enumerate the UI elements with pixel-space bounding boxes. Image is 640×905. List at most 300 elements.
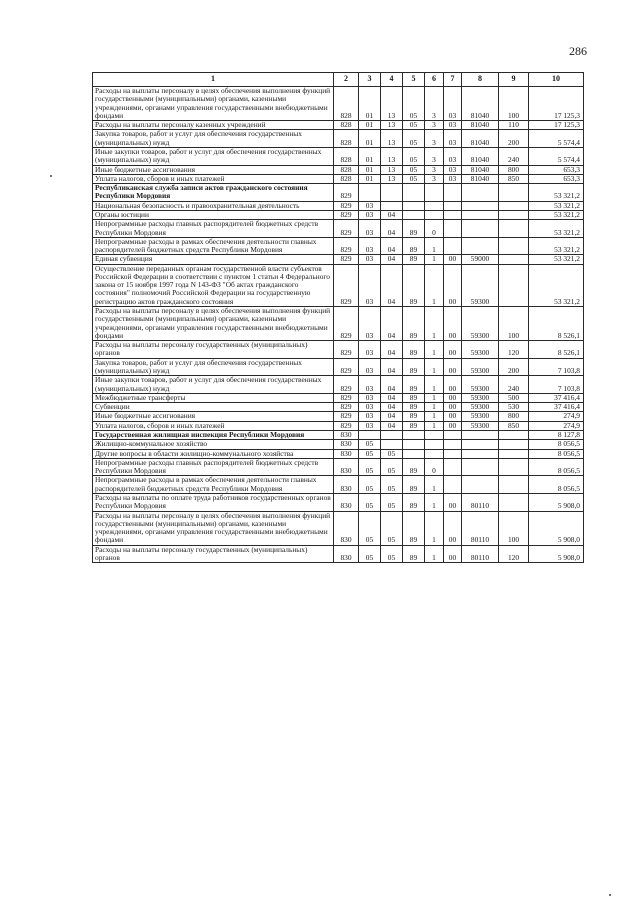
subsection-code: 04 bbox=[381, 376, 403, 394]
section-code: 05 bbox=[359, 511, 381, 545]
admin-code: 829 bbox=[334, 264, 359, 306]
item-name: Закупка товаров, работ и услуг для обеспечения государственных (муниципальных) нужд bbox=[93, 358, 334, 376]
main-activity-code bbox=[444, 201, 462, 210]
subsection-code bbox=[381, 201, 403, 210]
subsection-code: 13 bbox=[381, 147, 403, 165]
admin-code: 829 bbox=[334, 376, 359, 394]
main-activity-code: 03 bbox=[444, 174, 462, 183]
amount: 653,3 bbox=[529, 165, 584, 174]
subprogram-code bbox=[425, 430, 444, 439]
main-activity-code bbox=[444, 210, 462, 219]
subprogram-code: 1 bbox=[425, 255, 444, 264]
amount: 8 056,5 bbox=[529, 476, 584, 494]
subprogram-code: 1 bbox=[425, 493, 444, 511]
section-code: 05 bbox=[359, 440, 381, 449]
subprogram-code: 1 bbox=[425, 393, 444, 402]
section-code: 03 bbox=[359, 393, 381, 402]
table-row bbox=[93, 121, 584, 130]
expense-type-code: 200 bbox=[499, 130, 529, 148]
item-name: Закупка товаров, работ и услуг для обеспечения государственных (муниципальных) нужд bbox=[93, 130, 334, 148]
direction-code: 59000 bbox=[462, 255, 499, 264]
table-row bbox=[93, 440, 584, 449]
section-code: 05 bbox=[359, 476, 381, 494]
section-code: 01 bbox=[359, 165, 381, 174]
subprogram-code: 1 bbox=[425, 376, 444, 394]
column-header: 6 bbox=[425, 73, 444, 87]
subprogram-code: 0 bbox=[425, 458, 444, 476]
item-name: Расходы на выплаты персоналу в целях обеспечения выполнения функций государственными (муниципальными) органами, казенными учреждениями, органами управления государственными внебюджетными фондами bbox=[93, 87, 334, 121]
subprogram-code bbox=[425, 440, 444, 449]
amount: 274,9 bbox=[529, 421, 584, 430]
main-activity-code: 00 bbox=[444, 393, 462, 402]
column-header: 4 bbox=[381, 73, 403, 87]
section-code: 03 bbox=[359, 210, 381, 219]
direction-code: 81040 bbox=[462, 165, 499, 174]
main-activity-code: 00 bbox=[444, 255, 462, 264]
table-row bbox=[93, 147, 584, 165]
direction-code: 81040 bbox=[462, 130, 499, 148]
item-name: Расходы на выплаты персоналу государственных (муниципальных) органов bbox=[93, 341, 334, 359]
section-code: 03 bbox=[359, 341, 381, 359]
item-name: Непрограммные расходы главных распорядителей бюджетных средств Республики Мордовия bbox=[93, 458, 334, 476]
expense-type-code bbox=[499, 255, 529, 264]
section-code: 03 bbox=[359, 201, 381, 210]
section-code: 05 bbox=[359, 458, 381, 476]
subsection-code: 13 bbox=[381, 174, 403, 183]
expense-type-code bbox=[499, 264, 529, 306]
section-code: 01 bbox=[359, 130, 381, 148]
admin-code: 830 bbox=[334, 493, 359, 511]
table-row bbox=[93, 358, 584, 376]
main-activity-code: 00 bbox=[444, 376, 462, 394]
direction-code: 81040 bbox=[462, 147, 499, 165]
direction-code bbox=[462, 476, 499, 494]
program-code: 89 bbox=[403, 376, 425, 394]
subprogram-code bbox=[425, 184, 444, 202]
subsection-code: 13 bbox=[381, 130, 403, 148]
subprogram-code: 0 bbox=[425, 220, 444, 238]
amount: 5 574,4 bbox=[529, 130, 584, 148]
expense-type-code bbox=[499, 476, 529, 494]
admin-code: 829 bbox=[334, 358, 359, 376]
subsection-code bbox=[381, 430, 403, 439]
admin-code: 829 bbox=[334, 421, 359, 430]
section-code: 03 bbox=[359, 376, 381, 394]
direction-code: 81040 bbox=[462, 87, 499, 121]
amount: 8 056,5 bbox=[529, 449, 584, 458]
expense-type-code bbox=[499, 493, 529, 511]
subsection-code: 05 bbox=[381, 449, 403, 458]
subprogram-code: 3 bbox=[425, 174, 444, 183]
subprogram-code: 1 bbox=[425, 545, 444, 563]
table-row bbox=[93, 87, 584, 121]
subsection-code: 04 bbox=[381, 341, 403, 359]
admin-code: 829 bbox=[334, 341, 359, 359]
program-code: 89 bbox=[403, 545, 425, 563]
program-code: 89 bbox=[403, 476, 425, 494]
program-code: 89 bbox=[403, 403, 425, 412]
item-name: Единая субвенция bbox=[93, 255, 334, 264]
main-activity-code bbox=[444, 458, 462, 476]
section-code: 05 bbox=[359, 545, 381, 563]
main-activity-code: 00 bbox=[444, 545, 462, 563]
admin-code: 828 bbox=[334, 130, 359, 148]
expense-type-code: 500 bbox=[499, 393, 529, 402]
direction-code: 80110 bbox=[462, 493, 499, 511]
column-header: 1 bbox=[93, 73, 334, 87]
direction-code bbox=[462, 201, 499, 210]
table-row bbox=[93, 307, 584, 341]
item-name: Межбюджетные трансферты bbox=[93, 393, 334, 402]
admin-code: 829 bbox=[334, 403, 359, 412]
program-code: 89 bbox=[403, 493, 425, 511]
table-row bbox=[93, 403, 584, 412]
subprogram-code: 1 bbox=[425, 237, 444, 255]
table-row bbox=[93, 201, 584, 210]
admin-code: 828 bbox=[334, 121, 359, 130]
item-name: Расходы на выплаты персоналу государственных (муниципальных) органов bbox=[93, 545, 334, 563]
section-code: 01 bbox=[359, 147, 381, 165]
main-activity-code: 00 bbox=[444, 307, 462, 341]
subprogram-code: 1 bbox=[425, 511, 444, 545]
page-number: 286 bbox=[569, 44, 587, 58]
subsection-code: 13 bbox=[381, 87, 403, 121]
direction-code: 59300 bbox=[462, 358, 499, 376]
section-code: 03 bbox=[359, 403, 381, 412]
subsection-code bbox=[381, 440, 403, 449]
direction-code: 59300 bbox=[462, 421, 499, 430]
amount: 7 103,8 bbox=[529, 376, 584, 394]
item-name: Субвенции bbox=[93, 403, 334, 412]
amount: 5 908,0 bbox=[529, 511, 584, 545]
subprogram-code: 1 bbox=[425, 307, 444, 341]
subsection-code: 04 bbox=[381, 307, 403, 341]
admin-code: 828 bbox=[334, 174, 359, 183]
subprogram-code: 3 bbox=[425, 147, 444, 165]
subsection-code: 04 bbox=[381, 403, 403, 412]
direction-code: 59300 bbox=[462, 341, 499, 359]
table-row bbox=[93, 458, 584, 476]
expense-type-code: 240 bbox=[499, 147, 529, 165]
subsection-code: 05 bbox=[381, 493, 403, 511]
table-row bbox=[93, 165, 584, 174]
admin-code: 830 bbox=[334, 511, 359, 545]
table-header-row bbox=[93, 73, 584, 87]
main-activity-code: 03 bbox=[444, 130, 462, 148]
section-code: 03 bbox=[359, 421, 381, 430]
expense-type-code bbox=[499, 237, 529, 255]
table-row bbox=[93, 493, 584, 511]
subprogram-code: 1 bbox=[425, 412, 444, 421]
program-code: 05 bbox=[403, 130, 425, 148]
direction-code: 81040 bbox=[462, 174, 499, 183]
admin-code: 829 bbox=[334, 412, 359, 421]
program-code bbox=[403, 210, 425, 219]
section-code: 03 bbox=[359, 358, 381, 376]
direction-code: 59300 bbox=[462, 307, 499, 341]
program-code: 89 bbox=[403, 458, 425, 476]
amount: 7 103,8 bbox=[529, 358, 584, 376]
table-row bbox=[93, 174, 584, 183]
program-code: 89 bbox=[403, 412, 425, 421]
admin-code: 829 bbox=[334, 220, 359, 238]
program-code: 89 bbox=[403, 358, 425, 376]
main-activity-code bbox=[444, 220, 462, 238]
section-code: 01 bbox=[359, 87, 381, 121]
subsection-code: 13 bbox=[381, 121, 403, 130]
amount: 274,9 bbox=[529, 412, 584, 421]
main-activity-code: 00 bbox=[444, 264, 462, 306]
admin-code: 829 bbox=[334, 393, 359, 402]
item-name: Непрограммные расходы в рамках обеспечения деятельности главных распорядителей бюджетных средств Республики Мордовия bbox=[93, 476, 334, 494]
table-row bbox=[93, 376, 584, 394]
main-activity-code: 03 bbox=[444, 147, 462, 165]
item-name: Республиканская служба записи актов гражданского состояния Республики Мордовия bbox=[93, 184, 334, 202]
admin-code: 830 bbox=[334, 545, 359, 563]
subprogram-code: 1 bbox=[425, 403, 444, 412]
main-activity-code: 00 bbox=[444, 341, 462, 359]
subsection-code: 13 bbox=[381, 165, 403, 174]
direction-code bbox=[462, 237, 499, 255]
admin-code: 829 bbox=[334, 307, 359, 341]
direction-code: 59300 bbox=[462, 393, 499, 402]
subsection-code: 05 bbox=[381, 511, 403, 545]
subprogram-code: 3 bbox=[425, 130, 444, 148]
table-row bbox=[93, 412, 584, 421]
direction-code: 59300 bbox=[462, 412, 499, 421]
program-code bbox=[403, 440, 425, 449]
table-row bbox=[93, 545, 584, 563]
main-activity-code: 00 bbox=[444, 412, 462, 421]
amount: 53 321,2 bbox=[529, 201, 584, 210]
expense-type-code bbox=[499, 184, 529, 202]
amount: 5 908,0 bbox=[529, 545, 584, 563]
expense-type-code: 120 bbox=[499, 341, 529, 359]
program-code: 89 bbox=[403, 421, 425, 430]
subprogram-code: 3 bbox=[425, 165, 444, 174]
amount: 53 321,2 bbox=[529, 237, 584, 255]
section-code: 03 bbox=[359, 307, 381, 341]
program-code bbox=[403, 449, 425, 458]
section-code bbox=[359, 184, 381, 202]
subsection-code: 04 bbox=[381, 210, 403, 219]
admin-code: 828 bbox=[334, 87, 359, 121]
program-code: 89 bbox=[403, 307, 425, 341]
table-row bbox=[93, 393, 584, 402]
expense-type-code: 200 bbox=[499, 358, 529, 376]
table-row bbox=[93, 341, 584, 359]
expense-type-code bbox=[499, 220, 529, 238]
expense-type-code bbox=[499, 201, 529, 210]
amount: 5 574,4 bbox=[529, 147, 584, 165]
program-code: 05 bbox=[403, 87, 425, 121]
main-activity-code: 03 bbox=[444, 165, 462, 174]
direction-code bbox=[462, 449, 499, 458]
subsection-code: 04 bbox=[381, 255, 403, 264]
admin-code: 830 bbox=[334, 476, 359, 494]
item-name: Непрограммные расходы главных распорядителей бюджетных средств Республики Мордовия bbox=[93, 220, 334, 238]
admin-code: 828 bbox=[334, 165, 359, 174]
amount: 17 125,3 bbox=[529, 87, 584, 121]
expense-type-code bbox=[499, 430, 529, 439]
column-header: 3 bbox=[359, 73, 381, 87]
subprogram-code bbox=[425, 201, 444, 210]
subprogram-code: 1 bbox=[425, 476, 444, 494]
direction-code bbox=[462, 184, 499, 202]
item-name: Иные бюджетные ассигнования bbox=[93, 165, 334, 174]
subsection-code: 04 bbox=[381, 220, 403, 238]
item-name: Расходы на выплаты по оплате труда работников государственных органов Республики Мордовия bbox=[93, 493, 334, 511]
direction-code: 59300 bbox=[462, 403, 499, 412]
column-header: 10 bbox=[529, 73, 584, 87]
admin-code: 829 bbox=[334, 201, 359, 210]
table-row bbox=[93, 220, 584, 238]
main-activity-code bbox=[444, 476, 462, 494]
section-code: 03 bbox=[359, 237, 381, 255]
direction-code: 81040 bbox=[462, 121, 499, 130]
table-row bbox=[93, 210, 584, 219]
amount: 17 125,3 bbox=[529, 121, 584, 130]
admin-code: 830 bbox=[334, 449, 359, 458]
section-code: 03 bbox=[359, 220, 381, 238]
program-code: 05 bbox=[403, 147, 425, 165]
subsection-code: 04 bbox=[381, 412, 403, 421]
amount: 8 526,1 bbox=[529, 307, 584, 341]
table-row bbox=[93, 430, 584, 439]
main-activity-code: 00 bbox=[444, 403, 462, 412]
subsection-code bbox=[381, 184, 403, 202]
main-activity-code: 00 bbox=[444, 358, 462, 376]
item-name: Расходы на выплаты персоналу в целях обеспечения выполнения функций государственными (муниципальными) органами, казенными учреждениями, органами управления государственными внебюджетными фондами bbox=[93, 511, 334, 545]
expense-type-code bbox=[499, 440, 529, 449]
item-name: Другие вопросы в области жилищно-коммунального хозяйства bbox=[93, 449, 334, 458]
subprogram-code: 1 bbox=[425, 421, 444, 430]
amount: 8 127,8 bbox=[529, 430, 584, 439]
item-name: Жилищно-коммунальное хозяйство bbox=[93, 440, 334, 449]
subsection-code: 04 bbox=[381, 393, 403, 402]
program-code: 89 bbox=[403, 255, 425, 264]
expense-type-code: 800 bbox=[499, 165, 529, 174]
section-code: 05 bbox=[359, 493, 381, 511]
subsection-code: 04 bbox=[381, 237, 403, 255]
direction-code: 80110 bbox=[462, 511, 499, 545]
section-code: 01 bbox=[359, 121, 381, 130]
table-row bbox=[93, 237, 584, 255]
program-code: 89 bbox=[403, 511, 425, 545]
subprogram-code: 1 bbox=[425, 264, 444, 306]
expense-type-code bbox=[499, 449, 529, 458]
subsection-code: 05 bbox=[381, 458, 403, 476]
expense-type-code: 120 bbox=[499, 545, 529, 563]
item-name: Расходы на выплаты персоналу в целях обеспечения выполнения функций государственными (муниципальными) органами, казенными учреждениями, органами управления государственными внебюджетными фондами bbox=[93, 307, 334, 341]
subprogram-code bbox=[425, 449, 444, 458]
subprogram-code: 3 bbox=[425, 87, 444, 121]
amount: 53 321,2 bbox=[529, 264, 584, 306]
expense-type-code: 100 bbox=[499, 307, 529, 341]
item-name: Иные закупки товаров, работ и услуг для обеспечения государственных (муниципальных) нужд bbox=[93, 147, 334, 165]
table-row bbox=[93, 264, 584, 306]
subsection-code: 04 bbox=[381, 264, 403, 306]
column-header: 5 bbox=[403, 73, 425, 87]
item-name: Непрограммные расходы в рамках обеспечения деятельности главных распорядителей бюджетных средств Республики Мордовия bbox=[93, 237, 334, 255]
section-code: 01 bbox=[359, 174, 381, 183]
program-code bbox=[403, 201, 425, 210]
amount: 5 908,0 bbox=[529, 493, 584, 511]
table-row bbox=[93, 476, 584, 494]
program-code: 89 bbox=[403, 237, 425, 255]
admin-code: 830 bbox=[334, 458, 359, 476]
main-activity-code bbox=[444, 449, 462, 458]
amount: 53 321,2 bbox=[529, 210, 584, 219]
column-header: 7 bbox=[444, 73, 462, 87]
main-activity-code bbox=[444, 430, 462, 439]
direction-code bbox=[462, 430, 499, 439]
subsection-code: 04 bbox=[381, 358, 403, 376]
amount: 53 321,2 bbox=[529, 184, 584, 202]
table-row bbox=[93, 511, 584, 545]
item-name: Иные закупки товаров, работ и услуг для обеспечения государственных (муниципальных) нужд bbox=[93, 376, 334, 394]
program-code: 05 bbox=[403, 174, 425, 183]
item-name: Государственная жилищная инспекция Республики Мордовия bbox=[93, 430, 334, 439]
table-row bbox=[93, 449, 584, 458]
table-row bbox=[93, 130, 584, 148]
program-code: 05 bbox=[403, 165, 425, 174]
item-name: Расходы на выплаты персоналу казенных учреждений bbox=[93, 121, 334, 130]
main-activity-code: 03 bbox=[444, 87, 462, 121]
scan-speck bbox=[609, 894, 611, 896]
direction-code: 59300 bbox=[462, 264, 499, 306]
main-activity-code: 00 bbox=[444, 421, 462, 430]
amount: 37 416,4 bbox=[529, 393, 584, 402]
program-code: 89 bbox=[403, 393, 425, 402]
amount: 8 056,5 bbox=[529, 458, 584, 476]
section-code: 03 bbox=[359, 412, 381, 421]
expense-type-code: 110 bbox=[499, 121, 529, 130]
expense-type-code: 100 bbox=[499, 511, 529, 545]
main-activity-code bbox=[444, 440, 462, 449]
amount: 8 526,1 bbox=[529, 341, 584, 359]
item-name: Органы юстиции bbox=[93, 210, 334, 219]
program-code bbox=[403, 184, 425, 202]
section-code bbox=[359, 430, 381, 439]
program-code: 89 bbox=[403, 341, 425, 359]
table-row bbox=[93, 255, 584, 264]
amount: 8 056,5 bbox=[529, 440, 584, 449]
expense-type-code: 850 bbox=[499, 421, 529, 430]
amount: 53 321,2 bbox=[529, 220, 584, 238]
direction-code bbox=[462, 440, 499, 449]
item-name: Национальная безопасность и правоохранительная деятельность bbox=[93, 201, 334, 210]
main-activity-code: 00 bbox=[444, 493, 462, 511]
amount: 37 416,4 bbox=[529, 403, 584, 412]
admin-code: 829 bbox=[334, 184, 359, 202]
direction-code bbox=[462, 458, 499, 476]
direction-code bbox=[462, 220, 499, 238]
table-row bbox=[93, 421, 584, 430]
subsection-code: 05 bbox=[381, 545, 403, 563]
subprogram-code: 3 bbox=[425, 121, 444, 130]
section-code: 05 bbox=[359, 449, 381, 458]
table-row bbox=[93, 184, 584, 202]
program-code bbox=[403, 430, 425, 439]
admin-code: 829 bbox=[334, 210, 359, 219]
item-name: Иные бюджетные ассигнования bbox=[93, 412, 334, 421]
admin-code: 829 bbox=[334, 255, 359, 264]
main-activity-code: 00 bbox=[444, 511, 462, 545]
subprogram-code bbox=[425, 210, 444, 219]
expense-type-code bbox=[499, 458, 529, 476]
section-code: 03 bbox=[359, 255, 381, 264]
